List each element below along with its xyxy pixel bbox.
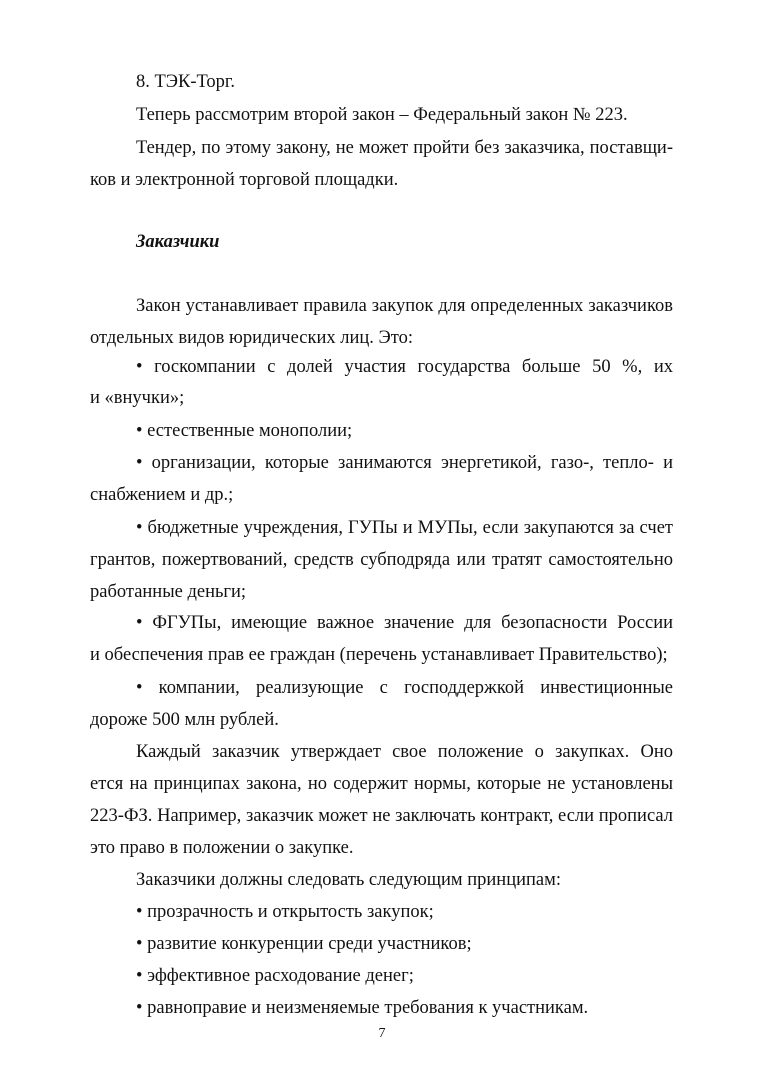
- principle-competition: • развитие конкуренции среди участников;: [136, 934, 472, 954]
- list-item-energy: • организации, которые занимаются энергетикой, газо-, тепло- и: [136, 453, 673, 473]
- regulation-line-2: ется на принципах закона, но содержит нормы, которые не установлены: [90, 774, 673, 794]
- principle-equality: • равноправие и неизменяемые требования к участникам.: [136, 998, 589, 1018]
- principles-intro: Заказчики должны следовать следующим принципам:: [136, 870, 561, 890]
- list-item-state-companies: • госкомпании с долей участия государства больше 50 %, их: [136, 357, 673, 377]
- paragraph-second-law: Теперь рассмотрим второй закон – Федеральный закон № 223.: [136, 105, 628, 125]
- regulation-line-1: Каждый заказчик утверждает свое положение о закупках. Оно: [136, 742, 673, 762]
- list-item-state-companies-cont: и «внучки»;: [90, 388, 185, 408]
- intro-line-2: отдельных видов юридических лиц. Это:: [90, 328, 413, 348]
- list-item-investment: • компании, реализующие с господдержкой инвестиционные: [136, 678, 673, 698]
- regulation-line-4: это право в положении о закупке.: [90, 838, 354, 858]
- list-item-investment-cont: дороже 500 млн рублей.: [90, 710, 279, 730]
- regulation-line-3: 223-ФЗ. Например, заказчик может не заключать контракт, если прописал: [90, 806, 673, 826]
- list-item-budget-cont-1: грантов, пожертвований, средств субподряда или тратят самостоятельно: [90, 550, 673, 570]
- paragraph-tender-line-2: ков и электронной торговой площадки.: [90, 170, 399, 190]
- principle-transparency: • прозрачность и открытость закупок;: [136, 902, 434, 922]
- list-item-fgup: • ФГУПы, имеющие важное значение для безопасности России: [136, 613, 673, 633]
- list-item-budget: • бюджетные учреждения, ГУПы и МУПы, если закупаются за счет: [136, 518, 673, 538]
- paragraph-tender-line-1: Тендер, по этому закону, не может пройти без заказчика, поставщи-: [136, 138, 673, 158]
- list-item-energy-cont: снабжением и др.;: [90, 485, 234, 505]
- list-item-monopolies: • естественные монополии;: [136, 421, 353, 441]
- section-heading: Заказчики: [136, 232, 220, 252]
- list-item-budget-cont-2: работанные деньги;: [90, 582, 247, 602]
- intro-line-1: Закон устанавливает правила закупок для определенных заказчиков: [136, 296, 673, 316]
- page-number: 7: [378, 1026, 386, 1041]
- list-item-fgup-cont: и обеспечения прав ее граждан (перечень устанавливает Правительство);: [90, 645, 668, 665]
- principle-efficiency: • эффективное расходование денег;: [136, 966, 414, 986]
- paragraph-list-item-8: 8. ТЭК-Торг.: [136, 72, 236, 92]
